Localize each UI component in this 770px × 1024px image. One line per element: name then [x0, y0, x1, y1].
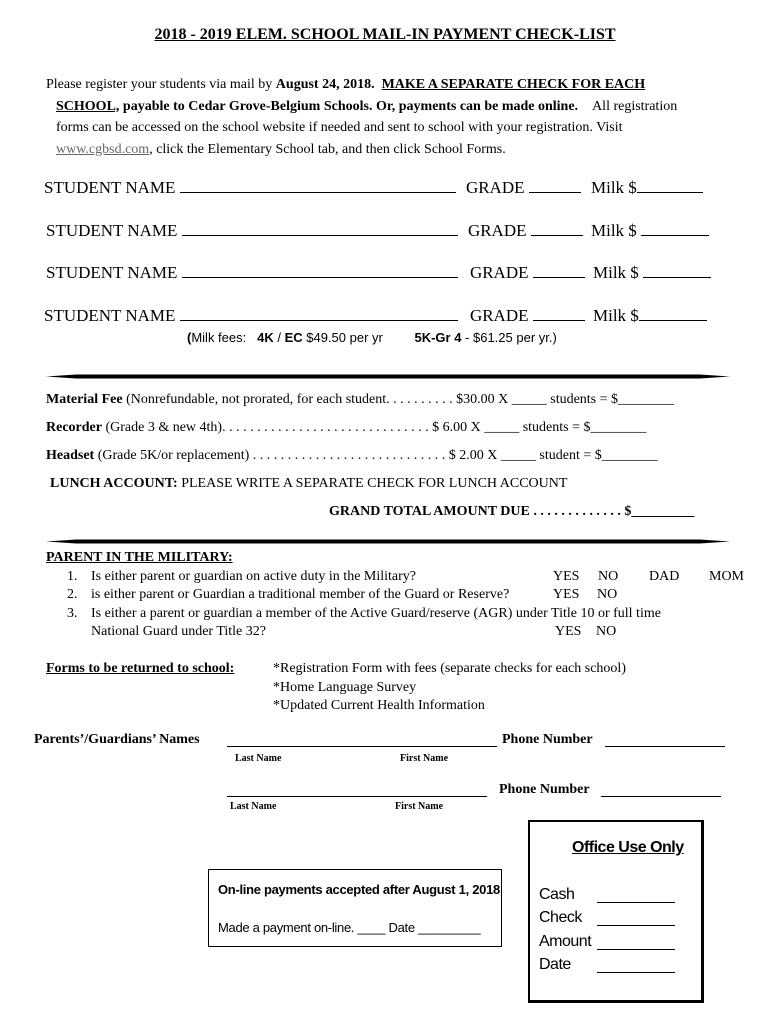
milk-4k-price: $49.50 per yr: [302, 330, 383, 345]
separator-line: [46, 539, 730, 544]
student-name-label: STUDENT NAME: [46, 263, 178, 282]
forms-item: *Home Language Survey: [273, 680, 417, 695]
office-cash-field[interactable]: [597, 902, 675, 903]
milk-fee-note: [187, 330, 557, 345]
headset-fee-line: (Grade 5K/or replacement) . . . . . . . . . . . . . . . . . . . . . . . . . . . . $ 2.00 X _____ student = $________: [94, 448, 658, 463]
grade-label: GRADE: [469, 263, 529, 282]
military-q1: Is either parent or guardian on active duty in the Military?: [91, 569, 417, 584]
military-q2-yes[interactable]: YES: [553, 587, 580, 602]
military-q2-num: 2.: [67, 587, 78, 602]
office-date-field[interactable]: [597, 972, 675, 973]
first-name-caption: First Name: [395, 801, 444, 812]
intro-line-2: [46, 96, 746, 118]
recorder-fee-line: (Grade 3 & new 4th). . . . . . . . . . . . . . . . . . . . . . . . . . . . . . $ 6.00 X _____ students = $________: [101, 420, 647, 435]
milk-label: Milk $: [593, 306, 639, 325]
grade-field[interactable]: [533, 263, 585, 278]
student-row: [46, 263, 711, 283]
first-name-caption: First Name: [400, 753, 449, 764]
office-use-box: [528, 820, 704, 1003]
headset-fee-label: Headset: [46, 448, 95, 463]
student-row: [44, 306, 707, 326]
milk-5k-price: - $61.25 per yr.): [461, 330, 557, 345]
military-q1-mom[interactable]: MOM: [709, 569, 745, 584]
forms-label: Forms to be returned to school:: [46, 661, 235, 676]
milk-field[interactable]: [637, 178, 703, 193]
intro-text: , click the Elementary School tab, and then click School Forms.: [149, 141, 506, 157]
military-q3-no[interactable]: NO: [596, 624, 617, 639]
grand-total-row: [329, 504, 694, 520]
office-amount-field[interactable]: [597, 949, 675, 950]
phone-label: Phone Number: [499, 782, 590, 797]
grade-field[interactable]: [529, 178, 581, 193]
page-title: 2018 - 2019 ELEM. SCHOOL MAIL-IN PAYMENT CHECK-LIST: [154, 26, 616, 43]
milk-slash: /: [273, 330, 285, 345]
recorder-fee-label: Recorder: [46, 420, 102, 435]
military-q1-yes[interactable]: YES: [553, 569, 580, 584]
office-use-title: Office Use Only: [572, 839, 684, 856]
phone-label: Phone Number: [502, 732, 593, 747]
military-q1-no[interactable]: NO: [598, 569, 619, 584]
last-name-caption: Last Name: [235, 753, 282, 764]
phone-field[interactable]: [605, 746, 725, 747]
separate-check-notice-end: SCHOOL,: [56, 98, 120, 114]
student-row: [46, 221, 709, 241]
phone-field[interactable]: [601, 796, 721, 797]
online-payment-title: On-line payments accepted after August 1, 2018: [218, 882, 500, 897]
material-fee-label: Material Fee: [46, 392, 123, 407]
intro-text: Please register your students via mail by: [46, 77, 276, 92]
student-name-field[interactable]: [182, 263, 458, 278]
milk-field[interactable]: [641, 221, 709, 236]
milk-4k-label: 4K: [257, 330, 274, 345]
milk-note-paren: (: [187, 330, 192, 345]
student-row: [44, 178, 703, 198]
forms-item: *Registration Form with fees (separate checks for each school): [273, 661, 626, 676]
grade-label: GRADE: [465, 178, 525, 197]
grade-field[interactable]: [533, 306, 585, 321]
registration-note: All registration: [592, 98, 678, 114]
guardian-name-field[interactable]: [227, 796, 487, 797]
milk-fees-label: Milk fees:: [191, 330, 247, 345]
student-name-field[interactable]: [182, 221, 458, 236]
office-check-label: Check: [539, 909, 582, 926]
headset-fee-row: [46, 448, 658, 464]
military-q1-dad[interactable]: DAD: [649, 569, 680, 584]
last-name-caption: Last Name: [230, 801, 277, 812]
milk-label: Milk $: [591, 178, 637, 197]
intro-paragraph: [46, 74, 746, 160]
office-date-label: Date: [539, 956, 571, 973]
milk-field[interactable]: [643, 263, 711, 278]
milk-5k-label: 5K-Gr 4: [414, 330, 462, 345]
recorder-fee-row: [46, 420, 647, 436]
military-q3-num: 3.: [67, 606, 78, 621]
student-name-label: STUDENT NAME: [46, 221, 178, 240]
military-q3-yes[interactable]: YES: [555, 624, 582, 639]
lunch-account-label: LUNCH ACCOUNT:: [50, 476, 178, 491]
grade-label: GRADE: [469, 306, 529, 325]
intro-line-1: [46, 74, 746, 96]
grand-total-label: GRAND TOTAL AMOUNT DUE . . . . . . . . . . . . . $: [329, 504, 632, 519]
student-name-label: STUDENT NAME: [44, 178, 176, 197]
office-amount-label: Amount: [539, 933, 592, 950]
material-fee-row: [46, 392, 674, 408]
office-cash-label: Cash: [539, 886, 575, 903]
material-fee-line: (Nonrefundable, not prorated, for each student. . . . . . . . . . $30.00 X _____ students = $________: [122, 392, 675, 407]
student-name-label: STUDENT NAME: [44, 306, 176, 325]
online-payment-line: Made a payment on-line. ____ Date _________: [218, 920, 481, 935]
military-q2: is either parent or Guardian a traditional member of the Guard or Reserve?: [91, 587, 510, 602]
milk-label: Milk $: [593, 263, 639, 282]
deadline-date: August 24, 2018.: [275, 77, 375, 92]
milk-field[interactable]: [639, 306, 707, 321]
lunch-account-text: PLEASE WRITE A SEPARATE CHECK FOR LUNCH ACCOUNT: [177, 476, 568, 491]
grade-field[interactable]: [531, 221, 583, 236]
guardians-label: Parents’/Guardians’ Names: [34, 732, 200, 747]
payable-notice: payable to Cedar Grove-Belgium Schools. Or, payments can be made online.: [119, 98, 579, 114]
guardian-name-field[interactable]: [227, 746, 497, 747]
website-link[interactable]: www.cgbsd.com: [56, 141, 150, 157]
separator-line: [46, 374, 730, 379]
student-name-field[interactable]: [180, 306, 458, 321]
online-payment-box: [208, 869, 502, 947]
office-check-field[interactable]: [597, 925, 675, 926]
military-q2-no[interactable]: NO: [597, 587, 618, 602]
intro-line-4: [46, 139, 746, 161]
military-q3: Is either a parent or guardian a member of the Active Guard/reserve (AGR) under Title 10 or full time: [91, 606, 661, 621]
military-q3-cont: National Guard under Title 32?: [91, 624, 266, 639]
lunch-account-row: [50, 476, 567, 492]
intro-line-3: forms can be accessed on the school website if needed and sent to school with your registration. Visit: [56, 120, 623, 135]
military-q1-num: 1.: [67, 569, 78, 584]
grade-label: GRADE: [467, 221, 527, 240]
grand-total-field[interactable]: _________: [631, 504, 695, 519]
forms-item: *Updated Current Health Information: [273, 698, 485, 713]
milk-ec-label: EC: [284, 330, 303, 345]
separate-check-notice: MAKE A SEPARATE CHECK FOR EACH: [381, 77, 646, 92]
military-heading: PARENT IN THE MILITARY:: [46, 550, 233, 565]
student-name-field[interactable]: [180, 178, 456, 193]
milk-label: Milk $: [591, 221, 637, 240]
